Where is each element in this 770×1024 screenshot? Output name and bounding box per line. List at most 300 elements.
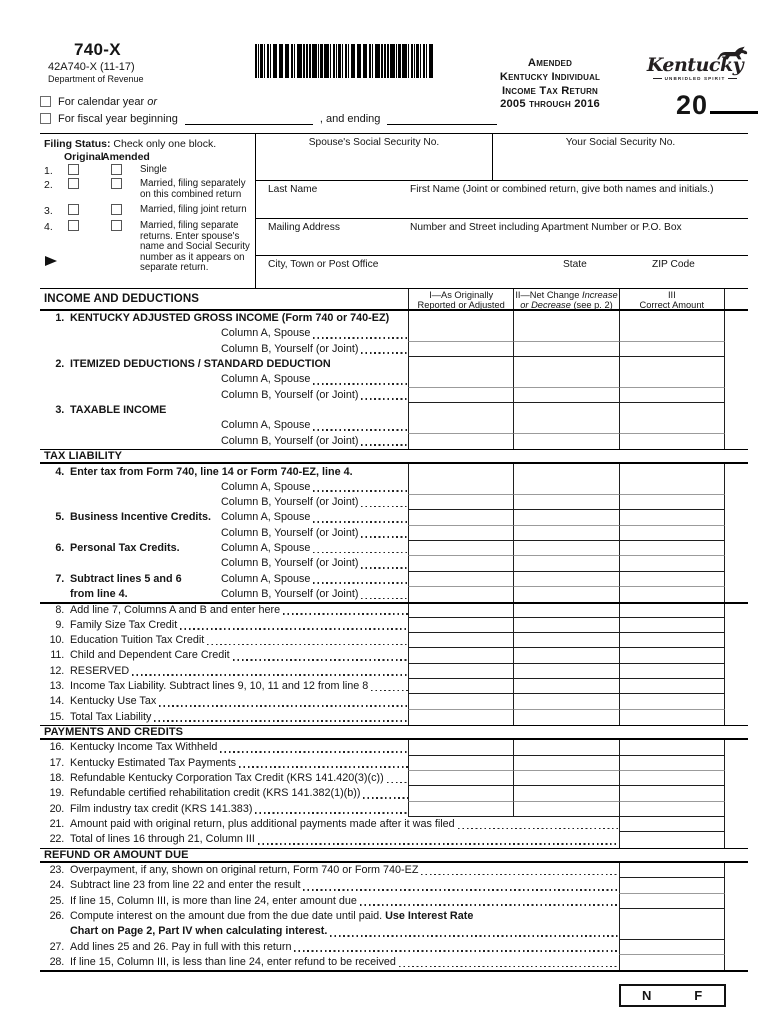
column-label-text: Column A, Spouse [221,511,311,524]
dotted-leader [361,398,408,400]
amount-cell[interactable] [408,771,513,786]
amended-column-header: Amended [102,151,150,163]
dotted-leader [387,782,408,784]
amount-cell[interactable] [408,604,513,617]
calendar-year-label: For calendar year or [58,95,158,108]
amount-cell[interactable] [408,526,513,541]
amount-cell[interactable] [408,572,513,587]
form-line-16 [40,740,748,755]
amount-cells [408,418,725,433]
amount-cells [408,526,725,541]
line-text-zone [70,679,410,694]
line-text-zone [70,342,410,357]
amount-cell[interactable] [513,679,618,694]
amount-cells [408,510,725,525]
amount-cells [619,955,725,970]
column-label-text: Column B, Yourself (or Joint) [221,434,359,447]
line-number: 20. [49,802,64,815]
line-text-zone [70,434,410,449]
line-number: 1. [55,312,64,325]
form-line-9 [40,618,748,633]
line-text-zone [70,495,410,510]
original-checkbox[interactable] [68,178,79,189]
form-line-8 [40,602,748,617]
your-ssn-field[interactable] [493,134,748,180]
amount-cell[interactable] [619,802,725,817]
amount-cell[interactable] [513,418,618,433]
column-label [221,541,410,556]
amount-cell[interactable] [513,802,618,817]
column-label-text: Column B, Yourself (or Joint) [221,496,359,509]
amount-cells [408,618,725,633]
amount-cells [619,878,725,893]
line-number: 6. [55,542,64,555]
form-line-2-colB [40,388,748,403]
line-text-zone [70,894,621,909]
amount-cell[interactable] [619,710,725,725]
column-label-text: Column A, Spouse [221,373,311,386]
line-text: If line 15, Column III, is less than line 24, enter refund to be received [70,956,396,969]
amount-cells [408,802,725,817]
section-band [40,848,748,863]
amount-cells [619,909,725,924]
amount-cells [408,372,725,387]
column-label-text: Column B, Yourself (or Joint) [221,588,359,601]
filing-option-label: Married, filing separate returns. Enter spouse's name and Social Security number as it appears on separate return. [140,220,250,274]
form-title-line: Amended [527,57,573,69]
line-text-zone [70,418,410,433]
amount-cells [408,694,725,709]
amount-cell[interactable] [408,326,513,341]
amount-cell[interactable] [408,587,513,602]
section-band [40,725,748,740]
mailing-address-label: Mailing Address [268,222,340,233]
line-text: Total Tax Liability [70,710,152,723]
amount-cell[interactable] [408,710,513,725]
first-name-label: First Name (Joint or combined return, give both names and initials.) [410,184,714,195]
line-number: 4. [55,465,64,478]
last-name-label: Last Name [268,184,318,195]
amount-cell[interactable] [513,480,618,495]
form-line-3-colB [40,434,748,449]
address-row[interactable] [256,219,748,256]
form-line-1 [40,311,748,326]
line-text-zone [70,817,621,832]
line-text: Kentucky Use Tax [70,695,157,708]
line-text: Income Tax Liability. Subtract lines 9, 10, 11 and 12 from line 8 [70,680,369,693]
line-text-zone [70,909,621,924]
amount-cells [408,434,725,449]
amount-cell[interactable] [619,342,725,357]
amount-cell[interactable] [619,604,725,617]
form-line-26-cont [40,924,748,939]
amount-cell[interactable] [619,863,725,878]
line-text-zone [70,572,410,587]
dotted-leader [399,966,619,968]
line-text-zone [70,924,621,939]
amount-cell[interactable] [408,372,513,387]
amount-cell[interactable] [408,633,513,648]
line-text: Family Size Tax Credit [70,618,178,631]
fiscal-year-end-blank[interactable] [387,113,497,125]
line-number: 11. [50,649,64,662]
amount-cells [408,572,725,587]
amount-cell[interactable] [408,495,513,510]
amount-cell[interactable] [619,924,725,939]
pointer-arrow-icon [45,256,57,266]
amount-cell[interactable] [513,771,618,786]
line-text-zone [70,786,410,801]
calendar-year-row [40,95,157,108]
line-text: Compute interest on the amount due from the due date until paid. [70,910,383,923]
amount-cell[interactable] [408,388,513,403]
amount-cell[interactable] [513,372,618,387]
amount-cell[interactable] [619,556,725,571]
line-text: Film industry tax credit (KRS 141.383) [70,802,253,815]
city-state-zip-row[interactable] [256,256,748,288]
amount-cell[interactable] [513,434,618,449]
amount-cell[interactable] [408,510,513,525]
amount-cell[interactable] [619,618,725,633]
section-band [40,449,748,464]
amount-cell[interactable] [513,740,618,755]
form-line-4-colA [40,480,748,495]
form-line-10 [40,633,748,648]
option-number: 3. [44,205,53,217]
amount-cell[interactable] [619,464,725,479]
amount-cell[interactable] [619,940,725,955]
dotted-leader [294,950,619,952]
amount-cell[interactable] [513,326,618,341]
amount-cell[interactable] [619,311,725,326]
dotted-leader [207,644,408,646]
form-line-13 [40,679,748,694]
amount-cell[interactable] [408,802,513,817]
amount-cell[interactable] [619,372,725,387]
amount-cell[interactable] [619,480,725,495]
horse-icon [716,45,750,61]
section-band-label: TAX LIABILITY [44,450,123,463]
amount-cell[interactable] [619,679,725,694]
column3-header: III Correct Amount [619,289,725,309]
form-line-20 [40,802,748,817]
amount-cells [408,756,725,771]
line-text-zone [70,587,410,602]
department-name: Department of Revenue [48,74,144,85]
amount-cell[interactable] [408,311,513,326]
amount-cell[interactable] [408,434,513,449]
amount-cell[interactable] [619,878,725,893]
line-number: 5. [55,511,64,524]
amended-checkbox[interactable] [111,220,122,231]
amount-cell[interactable] [408,648,513,663]
form-line-19 [40,786,748,801]
amount-cell[interactable] [408,740,513,755]
line-text-zone [70,541,410,556]
amount-cells [408,388,725,403]
amount-cell[interactable] [619,756,725,771]
form-line-1-colA [40,326,748,341]
line-text-zone [70,556,410,571]
line-text-zone [70,510,410,525]
line-text: Education Tuition Tax Credit [70,634,205,647]
amount-cell[interactable] [619,832,725,847]
amount-cell[interactable] [513,510,618,525]
original-checkbox[interactable] [68,220,79,231]
dotted-leader [313,521,408,523]
form-line-23 [40,863,748,878]
line-number: 28. [49,956,64,969]
original-column-header: Original [64,151,104,163]
amount-cell[interactable] [619,771,725,786]
form-line-7-colB [40,587,748,602]
nf-indicator-box [619,984,726,1007]
amended-checkbox[interactable] [111,204,122,215]
amount-cell[interactable] [513,633,618,648]
amount-cell[interactable] [408,556,513,571]
column-label-text: Column A, Spouse [221,419,311,432]
n-indicator[interactable]: N [642,988,652,1003]
line-number: 25. [49,894,64,907]
amount-cells [619,940,725,955]
line-number: 3. [55,404,64,417]
column-label [221,372,410,387]
amount-cell[interactable] [513,756,618,771]
amount-cell[interactable] [513,388,618,403]
logo-brand-text: Kentucky [646,54,744,76]
form-line-24 [40,878,748,893]
fiscal-year-begin-blank[interactable] [185,113,313,125]
line-title: Subtract lines 5 and 6 [70,572,182,585]
amount-cell[interactable] [619,541,725,556]
line-text: Total of lines 16 through 21, Column III [70,833,255,846]
line-number: 14. [49,695,64,708]
dotted-leader [421,874,619,876]
fiscal-year-row [40,112,497,125]
amount-cell[interactable] [408,541,513,556]
filing-status-heading: Filing Status: Check only one block. [44,138,217,150]
form-line-27 [40,940,748,955]
tax-year-blank[interactable] [710,111,758,114]
amount-cell[interactable] [408,342,513,357]
amount-cell[interactable] [513,464,618,479]
amount-cell[interactable] [513,495,618,510]
amount-cell[interactable] [513,664,618,679]
calendar-year-checkbox[interactable] [40,96,51,107]
column-label-text: Column A, Spouse [221,542,311,555]
amount-cell[interactable] [619,326,725,341]
amount-cell[interactable] [619,510,725,525]
amount-cell[interactable] [513,403,618,418]
line-text-zone [70,357,410,372]
amount-cell[interactable] [408,694,513,709]
fiscal-year-checkbox[interactable] [40,113,51,124]
amount-cell[interactable] [513,648,618,663]
amount-cell[interactable] [619,495,725,510]
amount-cell[interactable] [619,817,725,832]
f-indicator[interactable]: F [694,988,703,1003]
dotted-leader [361,567,408,569]
spouse-ssn-field[interactable] [256,134,493,180]
line-text-zone [70,878,621,893]
amount-cell[interactable] [619,955,725,970]
amount-cell[interactable] [619,894,725,909]
amount-cell[interactable] [619,633,725,648]
tagline-rule [653,78,662,79]
amount-cell[interactable] [619,694,725,709]
form-line-12 [40,664,748,679]
filing-status-pane [40,134,255,288]
form-line-28 [40,955,748,970]
fiscal-year-begin-label: For fiscal year beginning [58,112,178,125]
amount-cell[interactable] [619,664,725,679]
line-text: Child and Dependent Care Credit [70,649,230,662]
line-text: Add line 7, Columns A and B and enter here [70,604,281,617]
amount-cell[interactable] [408,480,513,495]
form-code: 42A740-X (11-17) [48,61,135,74]
column-label-text: Column A, Spouse [221,572,311,585]
dotted-leader [313,429,408,431]
line-text: Add lines 25 and 26. Pay in full with this return [70,940,292,953]
amount-cells [408,495,725,510]
kentucky-logo [644,54,746,81]
line-number: 17. [49,756,64,769]
barcode [255,44,433,78]
line-text-bold: Use Interest Rate [385,910,474,923]
amount-cell[interactable] [513,311,618,326]
line-text-zone [70,863,621,878]
amount-cell[interactable] [513,357,618,372]
line-text-zone [70,618,410,633]
amount-cell[interactable] [513,526,618,541]
column-label-text: Column B, Yourself (or Joint) [221,342,359,355]
amount-cell[interactable] [408,464,513,479]
tagline-rule [728,78,737,79]
line-number: 15. [49,710,64,723]
form-line-15 [40,710,748,725]
dotted-leader [255,812,408,814]
amount-cell[interactable] [619,434,725,449]
line-text: Refundable certified rehabilitation credit (KRS 141.382(1)(b)) [70,787,361,800]
amount-cells [408,541,725,556]
dotted-leader [303,889,619,891]
line-text-zone [70,710,410,725]
column-label [221,510,410,525]
amount-cell[interactable] [619,909,725,924]
amount-cell[interactable] [513,572,618,587]
amount-cell[interactable] [619,526,725,541]
amount-cell[interactable] [619,648,725,663]
amount-cell[interactable] [408,679,513,694]
amount-cell[interactable] [513,694,618,709]
line-number: 26. [49,910,64,923]
amount-cell[interactable] [513,342,618,357]
amount-cell[interactable] [408,403,513,418]
amount-cell[interactable] [513,618,618,633]
street-label: Number and Street including Apartment Number or P.O. Box [410,222,682,233]
column1-header: I—As Originally Reported or Adjusted [408,289,513,309]
section-band-label: PAYMENTS AND CREDITS [44,726,184,739]
amount-cell[interactable] [408,756,513,771]
amount-cell[interactable] [619,357,725,372]
ssn-row [256,134,748,181]
line-number: 2. [55,358,64,371]
line-text-zone [70,771,410,786]
amount-cell[interactable] [513,710,618,725]
amount-cells [408,710,725,725]
line-text-zone [70,403,410,418]
amended-checkbox[interactable] [111,178,122,189]
dotted-leader [361,444,408,446]
section-income-deductions: INCOME AND DEDUCTIONS [44,293,200,305]
column-headers [408,289,725,309]
city-label: City, Town or Post Office [268,259,379,270]
amount-cell[interactable] [513,786,618,801]
form-line-3 [40,403,748,418]
amount-cell[interactable] [408,664,513,679]
fiscal-year-end-label: , and ending [319,112,381,125]
amount-cell[interactable] [619,572,725,587]
amount-cells [408,326,725,341]
amount-cells [408,587,725,602]
form-line-18 [40,771,748,786]
original-checkbox[interactable] [68,204,79,215]
dotted-leader [239,766,408,768]
amount-cell[interactable] [619,786,725,801]
amount-cell[interactable] [513,604,618,617]
amount-cell[interactable] [513,587,618,602]
amount-cell[interactable] [408,418,513,433]
amount-cell[interactable] [619,403,725,418]
line-number: 13. [49,680,64,693]
amount-cell[interactable] [619,388,725,403]
amount-cells [408,786,725,801]
line-text-zone [70,955,621,970]
amount-cell[interactable] [408,618,513,633]
form-line-22 [40,832,748,847]
form-identification [48,40,144,84]
amount-cell[interactable] [619,587,725,602]
amount-cells [408,771,725,786]
column-label [221,326,410,341]
line-text: Kentucky Income Tax Withheld [70,741,218,754]
amount-cells [408,633,725,648]
amount-cell[interactable] [408,786,513,801]
form-number: 740-X [74,40,121,59]
column-label-text: Column A, Spouse [221,480,311,493]
form-line-5-colB [40,526,748,541]
amount-cell[interactable] [619,740,725,755]
original-checkbox[interactable] [68,164,79,175]
amount-cells [619,863,725,878]
table-rows [40,311,748,970]
form-line-4 [40,464,748,479]
line-text: Overpayment, if any, shown on original return, Form 740 or Form 740-EZ [70,864,419,877]
amended-checkbox[interactable] [111,164,122,175]
line-title: Personal Tax Credits. [70,542,180,555]
column-label [221,480,410,495]
amount-cell[interactable] [513,556,618,571]
form-line-21 [40,817,748,832]
year-prefix: 20 [676,90,709,120]
amount-cell[interactable] [408,357,513,372]
amount-cell[interactable] [513,541,618,556]
amount-cells [619,817,725,832]
dotted-leader [313,383,408,385]
amount-cells [408,464,725,479]
name-row[interactable] [256,181,748,219]
amount-cell[interactable] [619,418,725,433]
